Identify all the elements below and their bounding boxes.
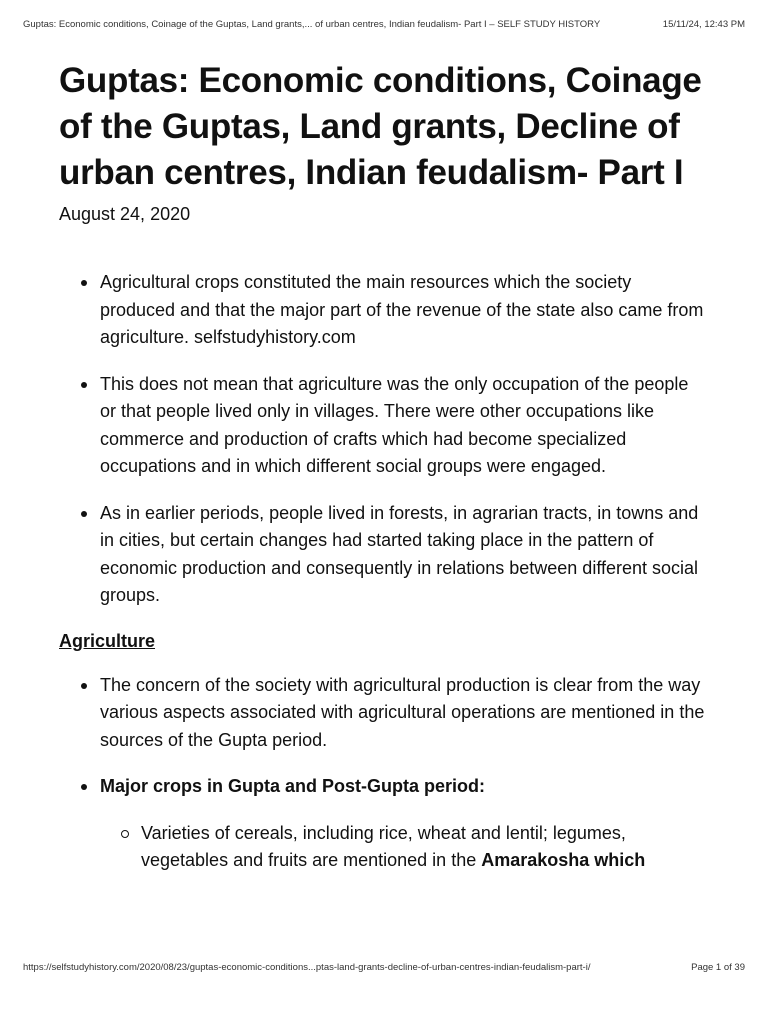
- print-header: [23, 19, 745, 30]
- sub-list-item: [100, 820, 709, 875]
- agriculture-bullet-list: [59, 672, 709, 875]
- list-item: The concern of the society with agricultural production is clear from the way various aspects associated with agricultural operations are mentioned in the sources of the Gupta period.: [59, 672, 709, 755]
- print-footer-url: https://selfstudyhistory.com/2020/08/23/guptas-economic-conditions...ptas-land-grants-decline-of-urban-centres-indian-feudalism-part-i/: [23, 962, 591, 973]
- list-item: Agricultural crops constituted the main resources which the society produced and that the major part of the revenue of the state also came from agriculture. selfstudyhistory.com: [59, 269, 709, 352]
- post-date: August 24, 2020: [59, 204, 191, 224]
- sub-bullet-list: [100, 820, 709, 875]
- list-item-bold-label: Major crops in Gupta and Post-Gupta period:: [100, 776, 486, 796]
- print-footer-page-info: Page 1 of 39: [691, 962, 745, 973]
- sub-list-item-bold-text: Amarakosha which: [481, 850, 646, 870]
- intro-bullet-list: [59, 269, 709, 610]
- print-header-datetime: 15/11/24, 12:43 PM: [662, 19, 745, 30]
- sub-list-item-text: Varieties of cereals, including rice, wheat and lentil; legumes, vegetables and fruits are mentioned in the: [141, 822, 626, 870]
- print-header-title: Guptas: Economic conditions, Coinage of the Guptas, Land grants,... of urban centres, Indian feudalism- Part I – SELF STUDY HISTORY: [23, 19, 601, 30]
- list-item: [59, 773, 709, 875]
- print-footer: [23, 962, 745, 973]
- list-item: This does not mean that agriculture was the only occupation of the people or that people lived only in villages. There were other occupations like commerce and production of crafts which had become specialized occupations and in which different social groups were engaged.: [59, 371, 709, 481]
- article-title: Guptas: Economic conditions, Coinage of the Guptas, Land grants, Decline of urban centres, Indian feudalism- Part I: [59, 61, 702, 192]
- section-heading-agriculture: Agriculture: [59, 630, 156, 651]
- article-content: [59, 58, 709, 875]
- list-item: As in earlier periods, people lived in forests, in agrarian tracts, in towns and in cities, but certain changes had started taking place in the pattern of economic production and consequently in relations between different social groups.: [59, 500, 709, 610]
